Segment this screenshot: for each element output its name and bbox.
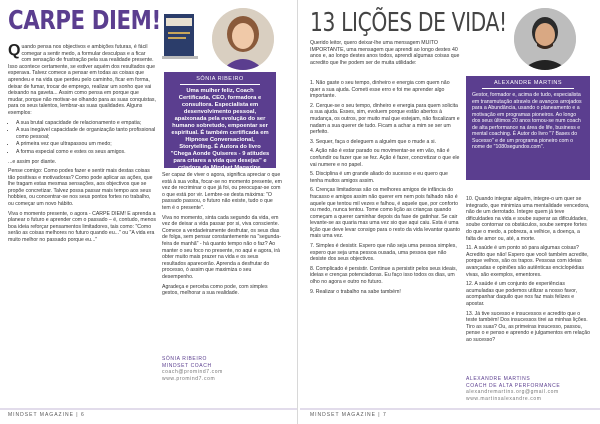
list-item: 13. Já tive sucesso e insucessos e acredito que o teste também! Dos insucessos tirei as minhas lições. Tiro as suas? Ou, as primeiras insucesso, passou, pense o e penso e aprendo e julgamentos em relação ao sucesso? — [466, 310, 591, 343]
list-item: 1. Não gaste o seu tempo, dinheiro e energia com quem não quer a sua ajuda. Cometi esse erro e foi me aprender algo importante. — [310, 80, 450, 100]
list-item: 3. Sequer, faça o deleguem a alguém que o mude a si. — [310, 138, 437, 145]
footer-bar — [300, 408, 600, 410]
email-link[interactable]: coach@promind7.com — [162, 369, 223, 375]
column-two-text — [162, 172, 282, 300]
page-footer: MINDSET MAGAZINE | 6 — [8, 412, 85, 418]
list-item: • A primeira vez que ultrapassou um medo; — [16, 141, 156, 148]
list-item: • A sua brutal capacidade de relacionamento e empatia; — [16, 120, 156, 127]
signature-role: COACH DE ALTA PERFORMANCE — [466, 382, 561, 389]
avatar — [514, 8, 576, 70]
profile-name: ALEXANDRE MARTINS — [494, 80, 562, 86]
list-item: 6. Crenças limitadoras são os melhores amigos de infância do fracasso e amigos assim não querer em nem pois falhado não é aquele que tentou mil vezes e falhou, é aquele que, por conforto ou medo, nunca tentou. Tome como lição as crianças quando começam a querer caminhar depois da fase de gatinhar. Se cair levante-se as quaria mas uma vez sio que aqui caiu. Esta é uma lição que deve levar consigo para o resto da vida levantar quanto mais uma vez. — [310, 187, 460, 240]
book-cover-image — [158, 8, 204, 64]
page-title: CARPE DIEM! — [8, 6, 161, 36]
signature-role: MINDSET COACH — [162, 362, 212, 369]
author-signature — [162, 356, 282, 382]
author-signature — [466, 376, 590, 402]
footer-bar — [0, 408, 298, 410]
list-item: 7. Simples é desistir. Espero que não seja uma pessoa simples, espero que seja uma pessoa ousada, uma pessoa que não desiste dos seus objectivos. — [310, 243, 457, 263]
body-text: ...e assim por diante. — [8, 158, 57, 165]
signature-name: ALEXANDRE MARTINS — [466, 376, 531, 382]
list-item: 8. Complicado é persistir. Continue a persistir pelos seus ideais, ideias e crenças potenciadoras. Eu faço isso todos os dias, um olho no agora e outro no futuro. — [310, 265, 458, 286]
list-item: • A sua inegável capacidade de organização tanto profissional como pessoal; — [16, 127, 156, 140]
list-item: 9. Realizar o trabalho na sabe também! — [310, 288, 401, 295]
page-title: 13 LIÇÕES DE VIDA! — [310, 8, 507, 38]
email-link[interactable]: alexandremartins.org@gmail.com — [466, 389, 559, 395]
signature-name: SÓNIA RIBEIRO — [162, 356, 208, 362]
website-link[interactable]: www.martinsalexandre.com — [466, 395, 542, 402]
list-item: 2. Cerque-se o seu tempo, dinheiro e energia para quem solicita a sua ajuda. Esses, sim, evoluem porque estão abertos à mudança, os outros, por muito mal que estejam, não fiscalizam e nadam a sua querer de tudo. Ficam a achar a mim se ser um perfeito. — [310, 102, 460, 136]
author-profile-box — [466, 76, 590, 180]
intro-paragraph: Quando pensa nos objectivos e ambições futuras, é fácil comegar a sentir medo, a formular desculpas e a ficar com sensação de frustração pela sua realidade presente. Isso acontece certamente, se estiver aquém dos resultados que esperava. Talvez comece a pensar em todas as coisas que aprendeu e na vida que perdeu pelo caminho, ficar em forma, deixar de fumar, trocar de emprego, realizar um sonho que vai deixando na gaveta... Assim como pensa em porque que mudar, porque não motivar-se olhando para as suas conquistas, para os seus talentos, lembrar-as suas qualidades. Alguns exemplos: • A sua brutal capacidade de relacionamento e empatia; • A sua inegável capacidade de organização tanto profissional como pessoal; • A primeira vez que ultrapassou um medo; • A forma especial como e estes os seus amigos. ...e assim por diante. Pense comigo: Como podes fazer e sentir mais destas coisas tão positivas e motivadoras? Como pode aplicar as ações, que lhe tragam estas mesmas sensações, aos objectivos que se propõe concretizar. Talvez possa passar mais tempo aos seus hobbies, ou concentrar-se nos seus pontos fortes no trabalho, ou começar um novo hábito. Viva o momento presente, o agora - CARPE DIEM! E aprenda a planear o futuro e aprender com o passado – é, contudo, menos boa ideia reforçar pensamentos limitadores, tais como: "Como serão as coisas melhores no futuro quando eu..." ou "A vida era muito melhor no passado porque eu..." — [8, 44, 156, 247]
body-text: Agradeça e perceba como pode, com simples gestos, melhorar a sua realidade. — [162, 283, 268, 297]
intro-paragraph: Querido leitor, quero deixar-lhe uma mensagem MUITO IMPORTANTE, uma mensagem que aprendi ao longo destes 40 anos e, ao longo destes anos todos, aprendi algumas coisas que acredito que lhe podem ser de muita utilidade: — [310, 40, 460, 66]
lessons-list — [310, 80, 460, 298]
page-footer: MINDSET MAGAZINE | 7 — [310, 412, 387, 418]
profile-description: Gestor, formador e, acima de tudo, especialista em transmutação através de avanços arrojados para a Abundância, usando o planeamento e a motivação em programas pioneiros. Ao longo dos seus últimos 20 anos tornou-se num coach de alta performance na área de life, business e mental coaching. É Autor do livro "7 Bases do Sucesso" e de um programa pioneiro com o nome de "1080segundos.com". — [472, 92, 582, 150]
avatar — [212, 8, 274, 70]
profile-name: SÓNIA RIBEIRO — [196, 76, 244, 82]
website-link[interactable]: www.promind7.com — [162, 375, 216, 382]
list-item: 10. Quando integrar alguém, integre-o um quer se integrado, que minimiza uma mentalidade vencedora, não de um derrotado. Integre quem já teve dificuldades na vida e soube superar as dificuldades, soube contornar os obstáculos, soube sempre fortes do que o medo, a pobreza, a velhice, a doença, a falta de amor ou, até, a morte. — [466, 196, 590, 242]
body-text: Viva no momento, sinta cada segundo da vida, em vez de deixar a vida passar por si, viva consciente. Comece a verdadeiramente desfrutar, os seus dias de folga, sem pensar constantemente na "segunda-feira de manhã" - há quanto tempo não o faz? Ao manter o seu foco no presente, no aqui e agora, irá obter muito mais prazer na vida e os seus resultados aparecerão. Aprenda a desfrutar do processo, ó assim que maximiza o seu desempenho. — [162, 214, 281, 280]
list-item: 12. A saúde é um conjunto de experiências acumuladas que podemos utilizar a nosso favor, acompanhar daquilo que nos faz mais felizes e apostar. — [466, 281, 578, 307]
body-text: Viva o momento presente, o agora - CARPE DIEM! E aprenda a planear o futuro e aprender com o passado – é, contudo, menos boa ideia reforçar pensamentos limitadores, tais como: "Como serão as coisas melhores no futuro quando eu..." ou "A vida era muito melhor no passado porque eu..." — [8, 210, 156, 244]
profile-description: Uma mulher feliz, Coach Certificada, CEO, formadora e consultora. Especialista em desenvolvimento pessoal, apaixonada pela evolução do ser humano sobretudo, empoentar ser espiritual. É também certificada em Hipnose Conversacional, Storytelling. É Autora do livro "Chega Aonde Quiseres - 9 atitudes para criares a vida que desejas" e criadora da Mindset Magazine. — [170, 88, 270, 171]
author-profile-box — [164, 72, 276, 171]
list-item: 11. A saúde é um ponto só para algumas coisas? Acredito que não! Espero que você também acredite, porque velhos, são os trapos. Pessoas com ideias avançadas e opiniões são autênticas enciclopédias vivas, são exemplos, ementores. — [466, 245, 589, 278]
body-text: Ser capaz de viver o agora, significa apreciar o que está à sua volta, focar-se no momento presente, em vez de recriminar o que já foi, ou preocupar-se com o que está por vir. Lembre-se desta máxima: "O passado passou, o futuro não existe, tudo o que tem é o presente". — [162, 172, 282, 211]
body-text: Pense comigo: Como podes fazer e sentir mais destas coisas tão positivas e motivadoras? Como pode aplicar as ações, que lhe tragam estas mesmas sensações, aos objectivos que se propõe concretizar. Talvez possa passar mais tempo aos seus hobbies, ou concentrar-se nos seus pontos fortes no trabalho, ou começar um novo hábito. — [8, 168, 153, 208]
drop-cap: Q — [8, 42, 21, 59]
column-two-text — [466, 196, 590, 346]
left-page — [0, 0, 298, 424]
list-item: • A forma especial como e estes os seus amigos. — [16, 149, 156, 156]
bullet-list — [16, 120, 156, 156]
list-item: 5. Disciplina é um grande aliado do sucesso e eu quero que tenha muitos amigos assim. — [310, 171, 448, 184]
list-item: 4. Ação não é estar parado ou movimentar-se em vão, não é confundir ou fazer que se fez. Ação é fazer, concretizar o que ele vai numere e no papel. — [310, 148, 460, 168]
right-page — [300, 0, 600, 424]
